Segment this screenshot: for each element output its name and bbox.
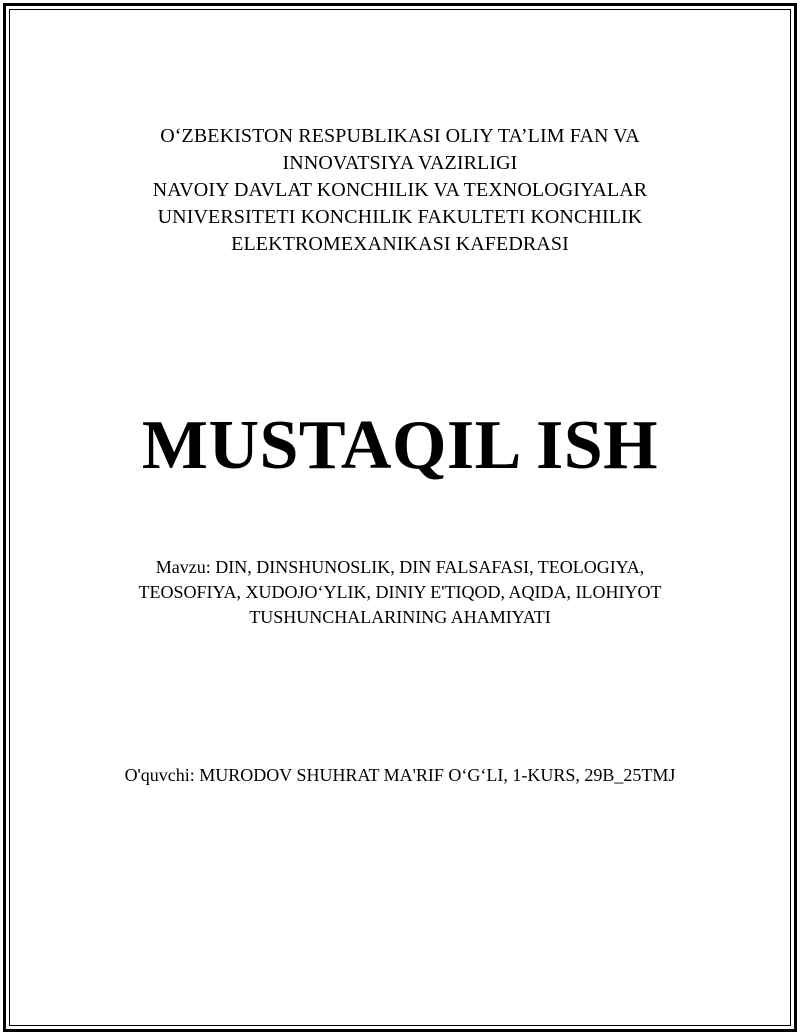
institution-header	[0, 123, 800, 258]
header-line: O‘ZBEKISTON RESPUBLIKASI OLIY TA’LIM FAN VA	[160, 125, 640, 147]
header-line: ELEKTROMEXANIKASI KAFEDRASI	[231, 233, 569, 255]
header-line: INNOVATSIYA VAZIRLIGI	[282, 152, 518, 174]
document-title: MUSTAQIL ISH	[141, 407, 659, 484]
topic-line: TUSHUNCHALARINING AHAMIYATI	[249, 607, 551, 627]
header-line: UNIVERSITETI KONCHILIK FAKULTETI KONCHILIK	[157, 206, 643, 228]
topic-line: Mavzu: DIN, DINSHUNOSLIK, DIN FALSAFASI, TEOLOGIYA,	[155, 557, 645, 577]
student-info: O'quvchi: MURODOV SHUHRAT MA'RIF O‘G‘LI, 1-KURS, 29B_25TMJ	[124, 765, 676, 785]
header-line: NAVOIY DAVLAT KONCHILIK VA TEXNOLOGIYALAR	[152, 179, 648, 201]
topic-line: TEOSOFIYA, XUDOJO‘YLIK, DINIY E'TIQOD, AQIDA, ILOHIYOT	[138, 582, 662, 602]
topic-block	[0, 555, 800, 630]
